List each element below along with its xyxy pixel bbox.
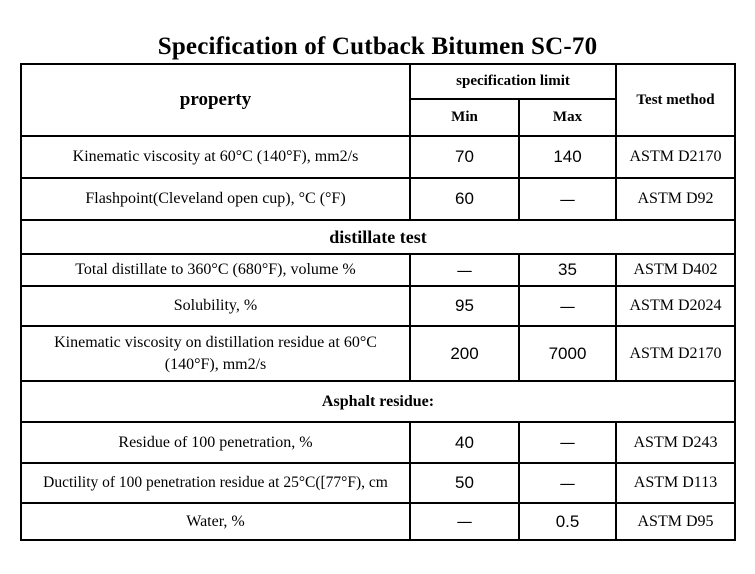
row-min: 200 [410,326,519,381]
header-max: Max [519,99,616,136]
row-max: — [519,422,616,463]
row-max: — [519,463,616,503]
row-max: — [519,286,616,326]
row-max: — [519,178,616,220]
page-title: Specification of Cutback Bitumen SC-70 [157,33,598,60]
row-property [21,326,410,381]
table-row [21,286,735,326]
header-min: Min [410,99,519,136]
row-test-method: ASTM D243 [616,422,735,463]
section-row-asphalt [21,381,735,422]
row-property: Total distillate to 360°C (680°F), volume % [21,254,410,286]
spec-table [20,63,736,541]
header-property: property [21,64,410,136]
row-max: 7000 [519,326,616,381]
row-min: 50 [410,463,519,503]
table-row [21,463,735,503]
table-row [21,326,735,381]
header-spec-limit: specification limit [410,64,616,99]
row-property: Residue of 100 penetration, % [21,422,410,463]
row-property: Water, % [21,503,410,540]
row-min: — [410,503,519,540]
row-test-method: ASTM D2170 [616,136,735,178]
row-min: 95 [410,286,519,326]
section-title-asphalt: Asphalt residue: [21,381,735,422]
row-test-method: ASTM D2024 [616,286,735,326]
table-row [21,136,735,178]
row-test-method: ASTM D402 [616,254,735,286]
row-max: 35 [519,254,616,286]
section-row-distillate [21,220,735,254]
header-row [21,64,735,99]
row-min: 40 [410,422,519,463]
section-title-distillate: distillate test [21,220,735,254]
row-test-method: ASTM D95 [616,503,735,540]
row-property: Kinematic viscosity at 60°C (140°F), mm2/s [21,136,410,178]
row-min: 60 [410,178,519,220]
table-row [21,422,735,463]
row-property-line1: Kinematic viscosity on distillation residue at 60°C [54,333,377,351]
row-max: 0.5 [519,503,616,540]
table-row [21,503,735,540]
row-min: 70 [410,136,519,178]
table-row [21,254,735,286]
header-test-method: Test method [616,64,735,136]
row-test-method: ASTM D92 [616,178,735,220]
row-min: — [410,254,519,286]
table-row [21,178,735,220]
row-max: 140 [519,136,616,178]
row-test-method: ASTM D2170 [616,326,735,381]
row-property-line2: (140°F), mm2/s [164,355,267,373]
row-test-method: ASTM D113 [616,463,735,503]
row-property: Flashpoint(Cleveland open cup), °C (°F) [21,178,410,220]
row-property: Solubility, % [21,286,410,326]
row-property: Ductility of 100 penetration residue at 25°C([77°F), cm [21,463,410,503]
